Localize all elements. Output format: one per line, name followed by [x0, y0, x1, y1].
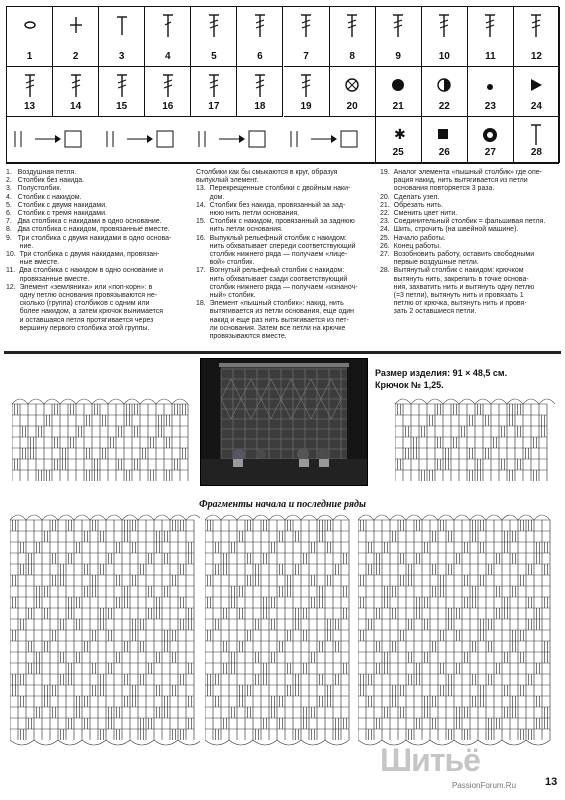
legend-item: 3. Полустолбик. [6, 185, 62, 193]
svg-text:✱: ✱ [394, 126, 406, 142]
legend-item: 11. Два столбика с накидом в одно основание и провязанные вместе. [6, 267, 164, 283]
relief-front-icon [158, 73, 178, 99]
symbol-number: 21 [392, 101, 404, 112]
legend-item: 27. Возобновить работу, оставить свободными первые воздушные петли. [380, 251, 535, 267]
treble-icon [204, 13, 224, 41]
transform-cell [7, 117, 376, 163]
picot-icon [526, 123, 546, 147]
symbol-number: 28 [530, 147, 542, 158]
symbol-cell [53, 67, 99, 117]
three-dc-together-icon [388, 13, 408, 41]
sc-bl-icon [66, 73, 86, 99]
symbol-cell [468, 7, 514, 67]
symbol-number: 15 [116, 101, 128, 112]
symbol-cell [422, 7, 468, 67]
hook-text: Крючок № 1,25. [375, 380, 444, 390]
crossed-icon [20, 73, 40, 99]
fringe-icon [296, 73, 316, 99]
symbol-number: 11 [485, 51, 496, 62]
symbol-cell [191, 7, 237, 67]
join-icon [480, 73, 500, 99]
start-icon [388, 123, 408, 147]
symbol-number: 18 [254, 101, 266, 112]
legend-item: 13. Перекрещенные столбики с двойным наки- дом. [196, 185, 351, 201]
symbol-number: 4 [165, 51, 171, 62]
cut-yarn-icon [388, 73, 408, 99]
puff-icon [526, 13, 546, 41]
legend-item: 20. Сделать узел. [380, 193, 440, 201]
symbol-cell [330, 67, 376, 117]
symbol-number: 6 [257, 51, 263, 62]
symbol-number: 8 [349, 51, 355, 62]
symbol-cell [376, 117, 422, 163]
chart-bottom-middle [205, 512, 353, 752]
legend-item: 23. Соединительный столбик = фальшивая петля. [380, 218, 546, 226]
chart-bottom-left [10, 512, 200, 752]
symbol-number: 23 [484, 101, 496, 112]
symbol-cell [237, 67, 283, 117]
symbol-number: 27 [484, 147, 496, 158]
symbol-number: 1 [26, 51, 33, 62]
size-text: Размер изделия: 91 × 48,5 см. [375, 368, 508, 378]
legend-column-1 [6, 169, 190, 333]
symbol-cell [514, 117, 560, 163]
symbol-cell [53, 7, 99, 67]
triple-treble-icon [250, 13, 270, 41]
symbol-cell [514, 67, 560, 117]
symbol-table [6, 6, 559, 164]
symbol-cell [330, 7, 376, 67]
symbol-number: 19 [300, 101, 312, 112]
legend-item: 18. Элемент «пышный столбик»: накид, нить вытягивается из петли основания, еще один накид и еще раз нить вытягивается из пет- ли основания. Затем все петли на крючке провязываются вместе. [196, 300, 355, 341]
legend-item: 19. Аналог элемента «пышный столбик» где опе- рация накид, нить вытягивается из петли основания повторяется 3 раза. [380, 169, 542, 193]
symbol-cell [376, 67, 422, 117]
double-icon [158, 13, 178, 41]
legend-item: 4. Столбик с накидом. [6, 193, 82, 201]
watermark-logo: Шитьё [380, 742, 480, 778]
legend-item: 26. Конец работы. [380, 242, 442, 250]
symbol-cell [376, 7, 422, 67]
popcorn-icon [480, 13, 500, 41]
fasten-off-icon [342, 73, 362, 99]
chart-top-right [395, 392, 555, 488]
legend-item: 16. Выпуклый рельефный столбик с накидом: нить обхватывает спереди соответствующий столбик нижнего ряда — получаем «лице- вой» столбик. [196, 234, 356, 267]
legend-item: 2. Столбик без накида. [6, 177, 85, 185]
legend-item: 14. Столбик без накида, провязанный за зад- нюю нить петли основания. [196, 201, 346, 218]
legend-item: 15. Столбик с накидом, провязанный за заднюю нить петли основания. [196, 218, 355, 234]
legend-column-3 [380, 169, 560, 317]
symbol-cell [145, 67, 191, 117]
symbol-number: 12 [530, 51, 542, 62]
size-caption [375, 367, 507, 391]
legend-item: 12. Элемент «земляника» или «поп-корн»: в одну петлю основания провязываются не- сколько (группа) столбиков с одним или более накидом, а затем крючок вынимается и оставшаяся петля протягивается через вершину первого столбика этой группы. [6, 283, 164, 332]
symbol-cell [422, 117, 468, 163]
symbol-number: 2 [72, 51, 79, 62]
relief-back-icon [204, 73, 224, 99]
symbol-number: 16 [162, 101, 174, 112]
legend-item: 9. Три столбика с двумя накидами в одно основа- ние. [6, 234, 172, 250]
page-number: 13 [545, 776, 558, 788]
chain-icon [20, 13, 40, 41]
symbol-number: 13 [23, 101, 36, 112]
symbol-number: 20 [346, 101, 358, 112]
legend-item: 10. Три столбика с двумя накидами, провязан- ные вместе. [6, 251, 160, 267]
dc-bl-icon [112, 73, 132, 99]
symbol-cell [99, 67, 145, 117]
legend-item: 1. Воздушная петля. [6, 169, 77, 176]
symbol-number: 22 [438, 101, 450, 112]
symbol-cell [99, 7, 145, 67]
symbol-number: 26 [438, 147, 450, 158]
transform-arrows-icon [11, 125, 379, 155]
symbol-number: 17 [208, 101, 220, 112]
turn-icon [480, 123, 500, 147]
chart-bottom-right [358, 512, 554, 752]
legend-item: 21. Обрезать нить. [380, 201, 444, 209]
two-dc-together-icon [342, 13, 362, 41]
symbol-cell [7, 7, 53, 67]
symbol-number: 10 [438, 51, 450, 62]
symbol-number: 7 [303, 51, 309, 62]
curtain-photo [200, 358, 368, 486]
sew-icon [526, 73, 546, 99]
legend-item: Столбики как бы смыкаются в круг, образуя выпуклый элемент. [196, 169, 338, 185]
symbol-cell [284, 7, 330, 67]
watermark-url: PassionForum.Ru [452, 781, 517, 790]
legend-item: 25. Начало работы. [380, 234, 446, 242]
symbol-number: 9 [395, 51, 401, 62]
chart-top-left [12, 392, 190, 488]
section-divider [4, 351, 561, 354]
symbol-cell [514, 7, 560, 67]
symbol-number: 5 [211, 51, 217, 62]
symbol-cell [468, 67, 514, 117]
legend-item: 5. Столбик с двумя накидами. [6, 201, 108, 209]
legend-item: 28. Вытянутый столбик с накидом: крючком вытянуть нить, закрепить в точке основа- ния, захватить нить и вытянуть одну петлю (=3 петли), вытянуть нить и провязать 1 петлю от крючка, вытянуть нить и провя- зать 2 оставшиеся петли. [380, 267, 535, 316]
symbol-cell [468, 117, 514, 163]
symbol-number: 25 [392, 147, 404, 158]
loop-icon [250, 73, 270, 99]
end-icon [434, 123, 454, 147]
legend-column-2 [196, 169, 376, 341]
legend-item: 7. Два столбика с накидами в одно основание. [6, 218, 162, 226]
symbol-number: 14 [70, 101, 82, 112]
two-dc-one-base-icon [296, 13, 316, 41]
symbol-cell [422, 67, 468, 117]
legend-item: 22. Сменить цвет нити. [380, 210, 458, 218]
legend-item: 8. Два столбика с накидом, провязанные вместе. [6, 226, 170, 234]
legend-item: 24. Шить, строчить (на швейной машине). [380, 226, 519, 234]
single-crochet-icon [66, 13, 86, 41]
symbol-cell [145, 7, 191, 67]
three-tr-together-icon [434, 13, 454, 41]
fragments-subtitle: Фрагменты начала и последние ряды [199, 499, 366, 510]
half-double-icon [112, 13, 132, 41]
symbol-cell [284, 67, 330, 117]
symbol-cell [237, 7, 283, 67]
legend-item: 17. Вогнутый рельефный столбик с накидом: нить обхватывает сзади соответствующий столбик нижнего ряда — получаем «изнаноч- ный» столбик. [196, 267, 358, 300]
symbol-cell [191, 67, 237, 117]
symbol-number: 3 [118, 51, 125, 62]
symbol-number: 24 [530, 101, 542, 112]
symbol-cell [7, 67, 53, 117]
change-color-icon [434, 73, 454, 99]
legend-item: 6. Столбик с тремя накидами. [6, 210, 107, 218]
